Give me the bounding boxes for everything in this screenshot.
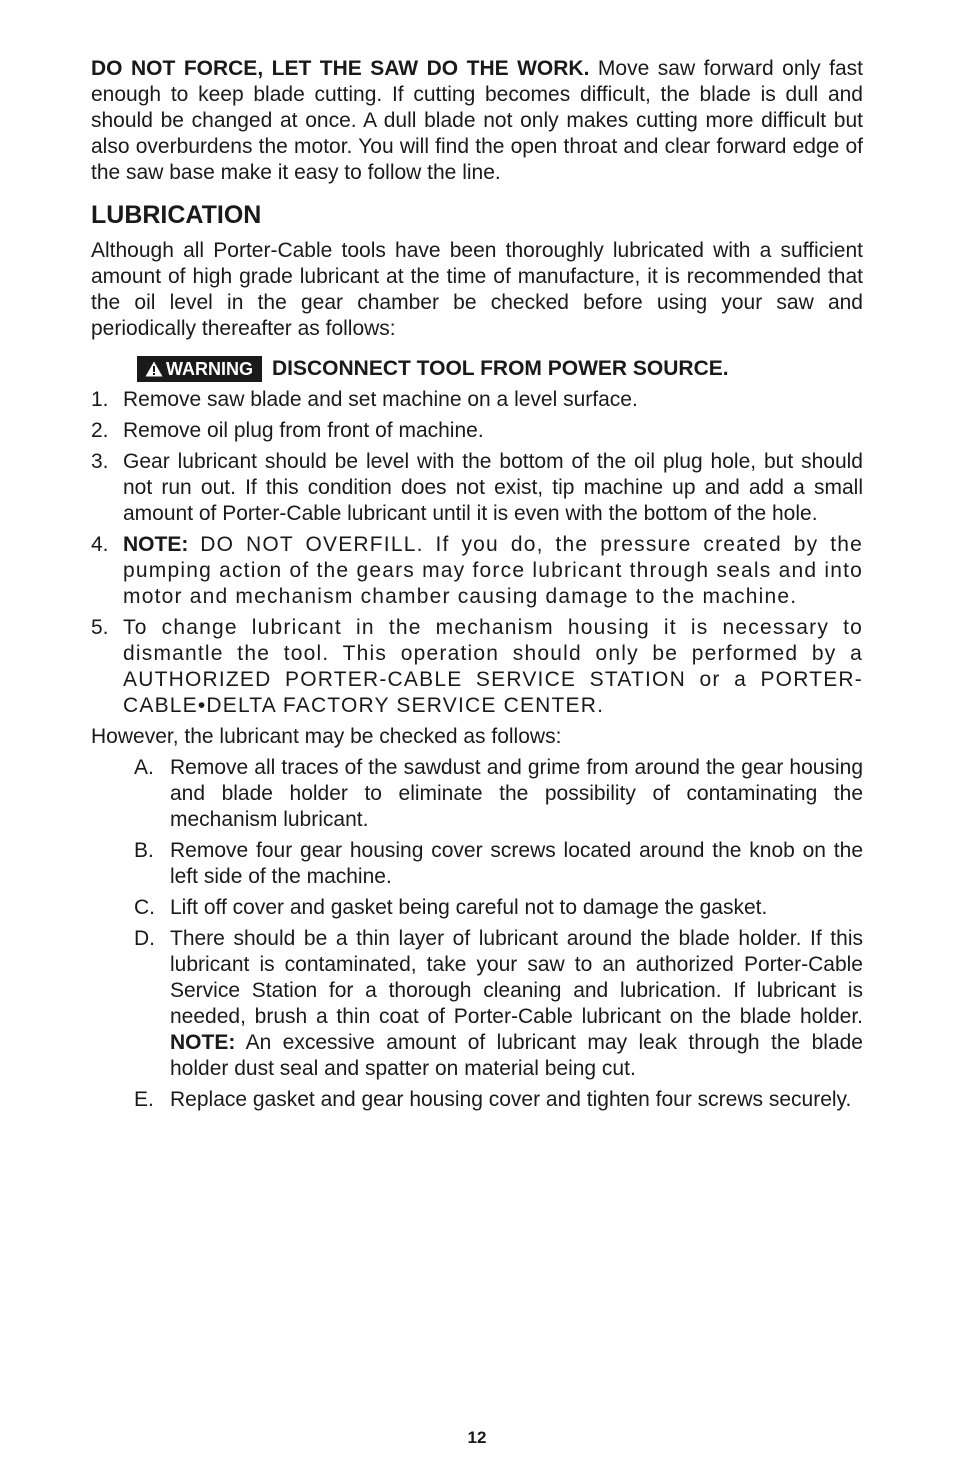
however-line: However, the lubricant may be checked as follows:	[91, 725, 562, 748]
list-text: Lift off cover and gasket being careful not to damage the gasket.	[170, 896, 768, 919]
list-item	[91, 449, 863, 527]
intro-bold-lead: DO NOT FORCE, LET THE SAW DO THE WORK.	[91, 57, 590, 80]
list-text: Remove oil plug from front of machine.	[123, 419, 484, 442]
list-marker: 2.	[91, 419, 109, 442]
list-text: Remove saw blade and set machine on a level surface.	[123, 388, 638, 411]
list-text: Replace gasket and gear housing cover and tighten four screws securely.	[170, 1088, 852, 1111]
list-marker: 5.	[91, 616, 109, 639]
warning-badge-label: WARNING	[166, 359, 253, 379]
substep-text: There should be a thin layer of lubricant around the blade holder. If this lubricant is contaminated, take your saw to an authorized Porter-Cable Service Station for a thorough cleaning and lubrication. If lubricant is needed, brush a thin coat of Porter-Cable lubricant on the blade holder.	[170, 927, 863, 1028]
warning-text: DISCONNECT TOOL FROM POWER SOURCE.	[272, 357, 729, 380]
lubrication-substeps	[91, 755, 863, 1113]
note-text: An excessive amount of lubricant may leak through the blade holder dust seal and spatter on material being cut.	[170, 1031, 863, 1080]
list-marker: C.	[134, 896, 155, 919]
list-item	[91, 418, 863, 444]
list-marker: 1.	[91, 388, 109, 411]
list-text: To change lubricant in the mechanism housing it is necessary to dismantle the tool. This operation should only be performed by a AUTHORIZED PORTER-CABLE SERVICE STATION or a PORTER-CABLE•DELTA FACTORY SERVICE CENTER.	[123, 616, 863, 717]
warning-triangle-icon	[145, 361, 163, 377]
warning-line	[91, 356, 863, 382]
list-marker: 4.	[91, 533, 109, 556]
list-text: Remove all traces of the sawdust and grime from around the gear housing and blade holder to eliminate the possibility of contaminating the mechanism lubricant.	[170, 756, 863, 831]
section-heading-lubrication: LUBRICATION	[91, 201, 262, 229]
page-number: 12	[467, 1428, 487, 1447]
list-text: Gear lubricant should be level with the bottom of the oil plug hole, but should not run out. If this condition does not exist, tip machine up and add a small amount of Porter-Cable lubricant until it is even with the bottom of the hole.	[123, 450, 863, 525]
list-text	[170, 926, 863, 1082]
list-marker: B.	[134, 839, 154, 862]
list-item	[134, 838, 863, 890]
intro-paragraph	[91, 56, 863, 186]
note-label: NOTE:	[170, 1031, 236, 1054]
list-item	[91, 387, 863, 413]
lubrication-paragraph: Although all Porter-Cable tools have been thoroughly lubricated with a sufficient amount of high grade lubricant at the time of manufacture, it is recommended that the oil level in the gear chamber be checked before using your saw and periodically thereafter as follows:	[91, 239, 863, 340]
list-item	[134, 926, 863, 1082]
list-text: Remove four gear housing cover screws located around the knob on the left side of the machine.	[170, 839, 863, 888]
list-marker: 3.	[91, 450, 109, 473]
list-marker: E.	[134, 1088, 154, 1111]
list-item	[134, 755, 863, 833]
list-item	[134, 1087, 863, 1113]
list-item	[134, 895, 863, 921]
lubrication-steps	[91, 387, 863, 719]
list-marker: A.	[134, 756, 154, 779]
manual-page	[91, 56, 863, 1113]
note-text: DO NOT OVERFILL. If you do, the pressure created by the pumping action of the gears may force lubricant through seals and into motor and mechanism chamber causing damage to the machine.	[123, 533, 863, 608]
note-label: NOTE:	[123, 533, 189, 556]
list-marker: D.	[134, 927, 155, 950]
list-item	[91, 532, 863, 610]
list-text	[123, 532, 863, 610]
list-item	[91, 615, 863, 719]
warning-badge	[137, 356, 262, 382]
intro-text: Move saw forward only fast enough to keep blade cutting. If cutting becomes difficult, the blade is dull and should be changed at once. A dull blade not only makes cutting more difficult but also overburdens the motor. You will find the open throat and clear forward edge of the saw base make it easy to follow the line.	[91, 57, 864, 184]
